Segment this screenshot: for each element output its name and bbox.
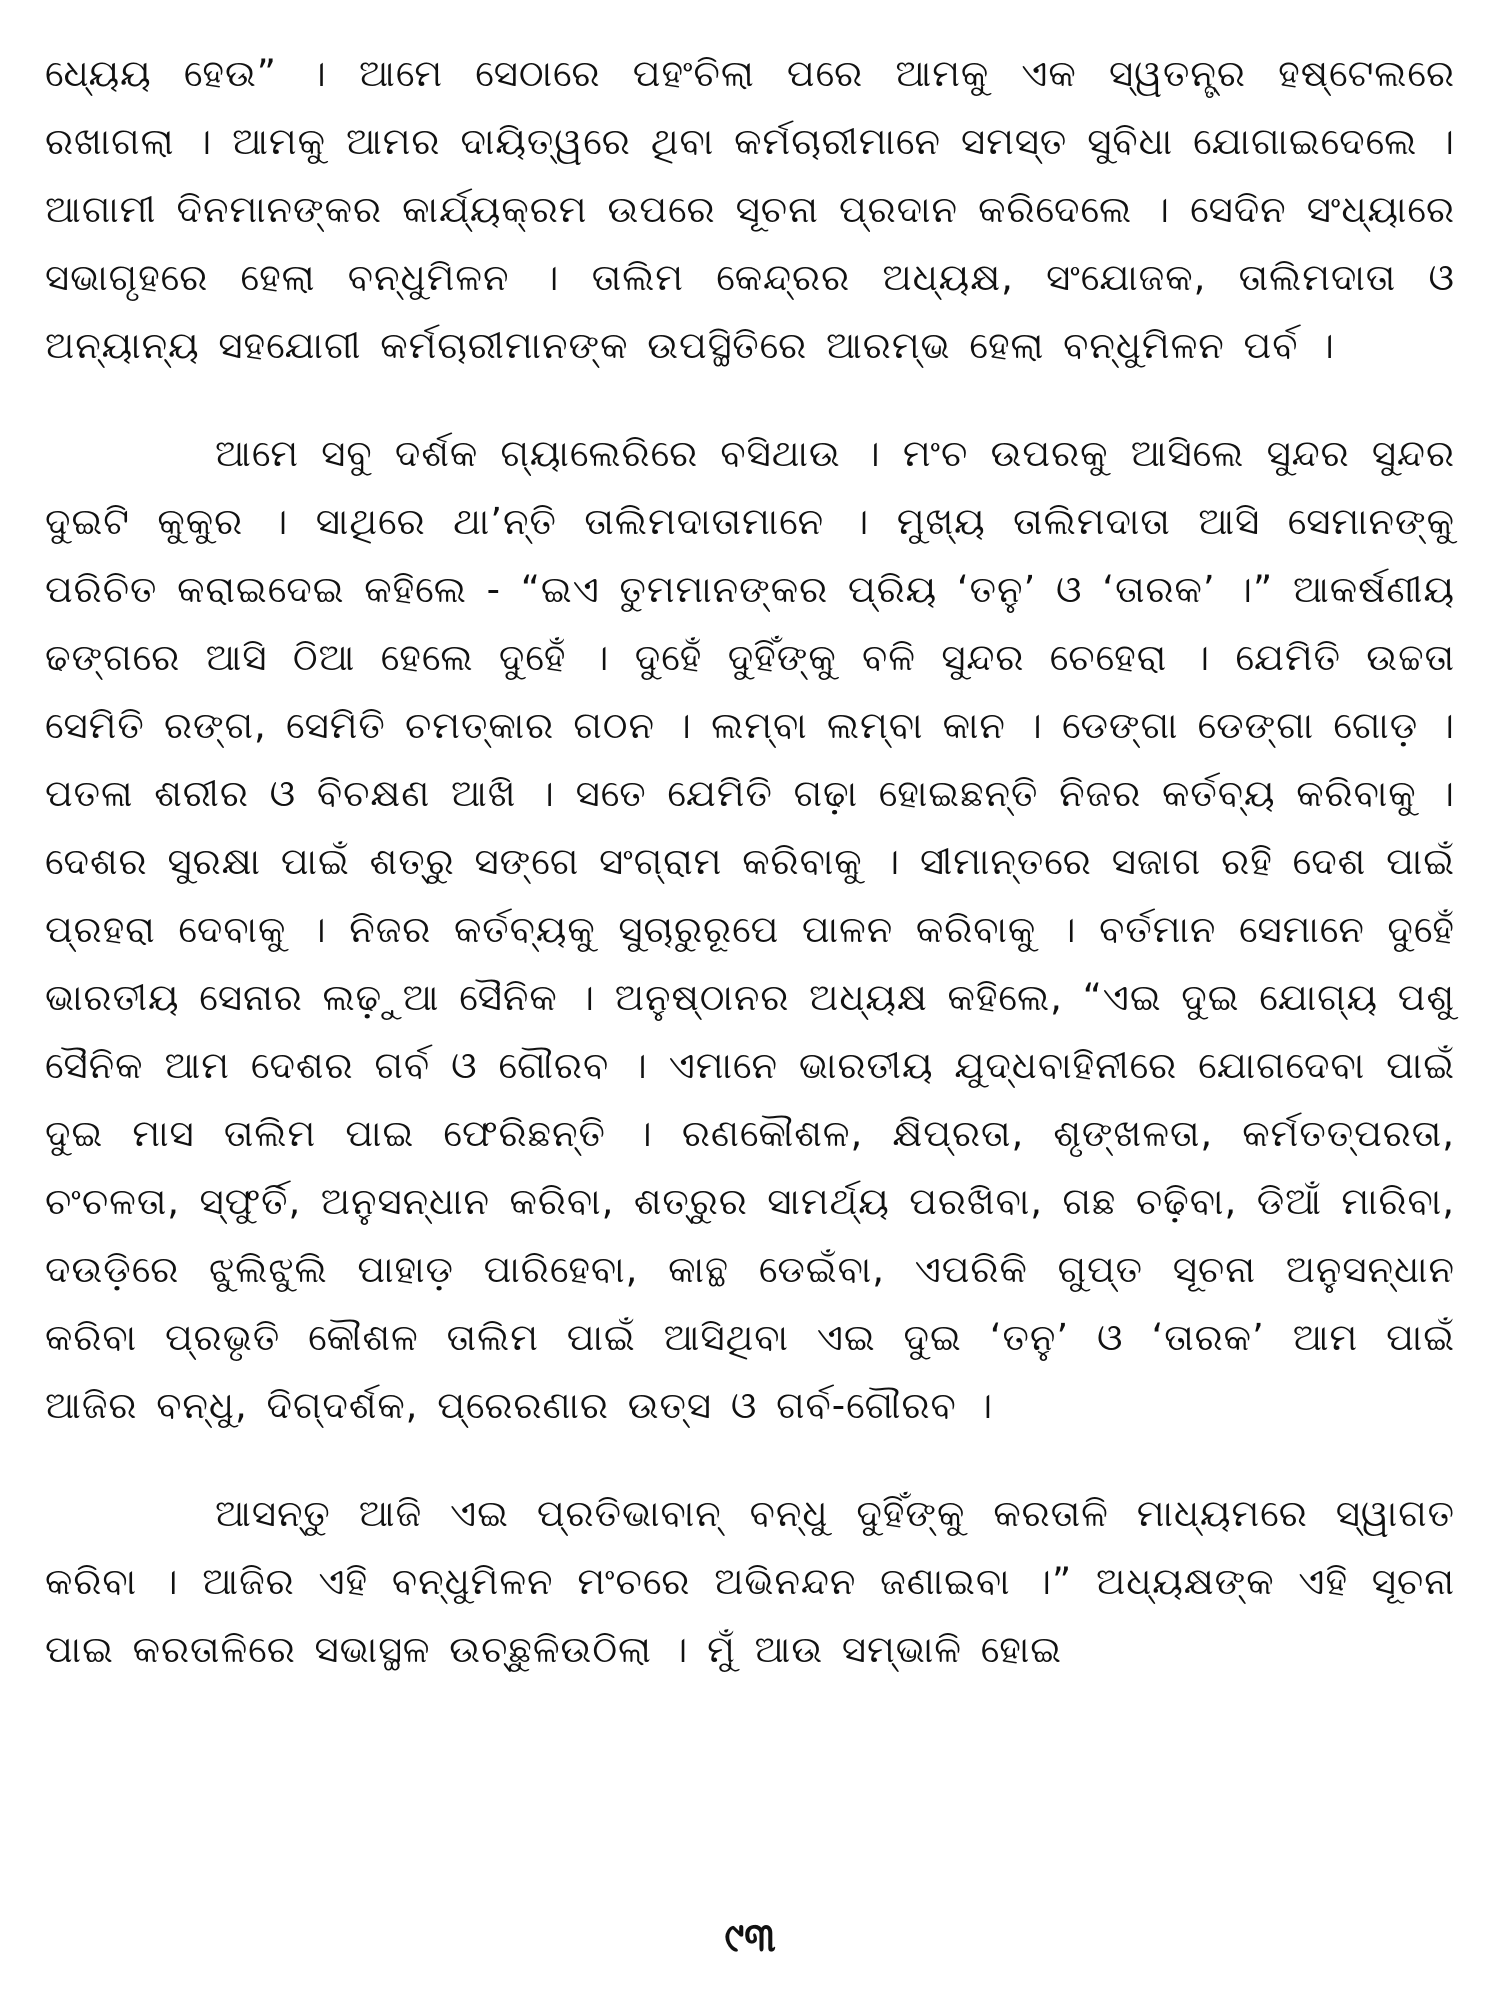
paragraph-1: ଧ୍ୟେୟ ହେଉ” । ଆମେ ସେଠାରେ ପହଂଚିଲା ପରେ ଆମକୁ ଏକ ସ୍ୱତନ୍ତ୍ର ହଷ୍ଟେଲରେ ରଖାଗଲା । ଆମକୁ ଆମର ଦାୟିତ୍ୱରେ ଥିବା କର୍ମଚାରୀମାନେ ସମସ୍ତ ସୁବିଧା ଯୋଗାଇଦେଲେ । ଆଗାମୀ ଦିନମାନଙ୍କର କାର୍ଯ୍ୟକ୍ରମ ଉପରେ ସୂଚନା ପ୍ରଦାନ କରିଦେଲେ । ସେଦିନ ସଂଧ୍ୟାରେ ସଭାଗୃହରେ ହେଲା ବନ୍ଧୁମିଳନ । ତାଲିମ କେନ୍ଦ୍ରର ଅଧ୍ୟକ୍ଷ, ସଂଯୋଜକ, ତାଲିମଦାତା ଓ ଅନ୍ୟାନ୍ୟ ସହଯୋଗୀ କର୍ମଚାରୀମାନଙ୍କ ଉପସ୍ଥିତିରେ ଆରମ୍ଭ ହେଲା ବନ୍ଧୁମିଳନ ପର୍ବ । [45, 52, 1455, 367]
page-number: ୯୩ [724, 1915, 776, 1961]
paragraph-2: ଆମେ ସବୁ ଦର୍ଶକ ଗ୍ୟାଲେରିରେ ବସିଥାଉ । ମଂଚ ଉପରକୁ ଆସିଲେ ସୁନ୍ଦର ସୁନ୍ଦର ଦୁଇଟି କୁକୁର । ସାଥିରେ ଥା’ନ୍ତି ତାଲିମଦାତାମାନେ । ମୁଖ୍ୟ ତାଲିମଦାତା ଆସି ସେମାନଙ୍କୁ ପରିଚିତ କରାଇଦେଇ କହିଲେ - “ଇଏ ତୁମମାନଙ୍କର ପ୍ରିୟ ‘ତନୁ’ ଓ ‘ତାରକ’ ।” ଆକର୍ଷଣୀୟ ଢଙ୍ଗରେ ଆସି ଠିଆ ହେଲେ ଦୁହେଁ । ଦୁହେଁ ଦୁହିଁଙ୍କୁ ବଳି ସୁନ୍ଦର ଚେହେରା । ଯେମିତି ଉଚ୍ଚତା ସେମିତି ରଙ୍ଗ, ସେମିତି ଚମତ୍କାର ଗଠନ । ଲମ୍ବା ଲମ୍ବା କାନ । ଡେଙ୍ଗା ଡେଙ୍ଗା ଗୋଡ଼ । ପତଳା ଶରୀର ଓ ବିଚକ୍ଷଣ ଆଖି । ସତେ ଯେମିତି ଗଢ଼ା ହୋଇଛନ୍ତି ନିଜର କର୍ତବ୍ୟ କରିବାକୁ । ଦେଶର ସୁରକ୍ଷା ପାଇଁ ଶତ୍ରୁ ସଙ୍ଗେ ସଂଗ୍ରାମ କରିବାକୁ । ସୀମାନ୍ତରେ ସଜାଗ ରହି ଦେଶ ପାଇଁ ପ୍ରହରା ଦେବାକୁ । ନିଜର କର୍ତବ୍ୟକୁ ସୁଚାରୁରୂପେ ପାଳନ କରିବାକୁ । ବର୍ତମାନ ସେମାନେ ଦୁହେଁ ଭାରତୀୟ ସେନାର ଲଢ଼ୁଆ ସୈନିକ । ଅନୁଷ୍ଠାନର ଅଧ୍ୟକ୍ଷ କହିଲେ, “ଏଇ ଦୁଇ ଯୋଗ୍ୟ ପଶୁ ସୈନିକ ଆମ ଦେଶର ଗର୍ବ ଓ ଗୌରବ । ଏମାନେ ଭାରତୀୟ ଯୁଦ୍ଧବାହିନୀରେ ଯୋଗଦେବା ପାଇଁ ଦୁଇ ମାସ ତାଲିମ ପାଇ ଫେରିଛନ୍ତି । ରଣକୌଶଳ, କ୍ଷିପ୍ରତା, ଶୃଙ୍ଖଳତା, କର୍ମତତ୍ପରତା, ଚଂଚଳତା, ସ୍ଫୁର୍ତି, ଅନୁସନ୍ଧାନ କରିବା, ଶତ୍ରୁର ସାମର୍ଥ୍ୟ ପରଖିବା, ଗଛ ଚଢ଼ିବା, ଡିଆଁ ମାରିବା, ଦଉଡ଼ିରେ ଝୁଲିଝୁଲି ପାହାଡ଼ ପାରିହେବା, କାନ୍ଥ ଡେଇଁବା, ଏପରିକି ଗୁପ୍ତ ସୂଚନା ଅନୁସନ୍ଧାନ କରିବା ପ୍ରଭୃତି କୌଶଳ ତାଲିମ ପାଇଁ ଆସିଥିବା ଏଇ ଦୁଇ ‘ତନୁ’ ଓ ‘ତାରକ’ ଆମ ପାଇଁ ଆଜିର ବନ୍ଧୁ, ଦିଗ୍‌ଦର୍ଶକ, ପ୍ରେରଣାର ଉତ୍ସ ଓ ଗର୍ବ-ଗୌରବ । [45, 432, 1455, 1427]
document-page [45, 40, 1455, 1890]
paragraph-3: ଆସନ୍ତୁ ଆଜି ଏଇ ପ୍ରତିଭାବାନ୍ ବନ୍ଧୁ ଦୁହିଁଙ୍କୁ କରତାଳି ମାଧ୍ୟମରେ ସ୍ୱାଗତ କରିବା । ଆଜିର ଏହି ବନ୍ଧୁମିଳନ ମଂଚରେ ଅଭିନନ୍ଦନ ଜଣାଇବା ।” ଅଧ୍ୟକ୍ଷଙ୍କ ଏହି ସୂଚନା ପାଇ କରତାଳିରେ ସଭାସ୍ଥଳ ଉଚ୍ଛୁଳିଉଠିଲା । ମୁଁ ଆଉ ସମ୍ଭାଳି ହୋଇ [45, 1492, 1455, 1671]
